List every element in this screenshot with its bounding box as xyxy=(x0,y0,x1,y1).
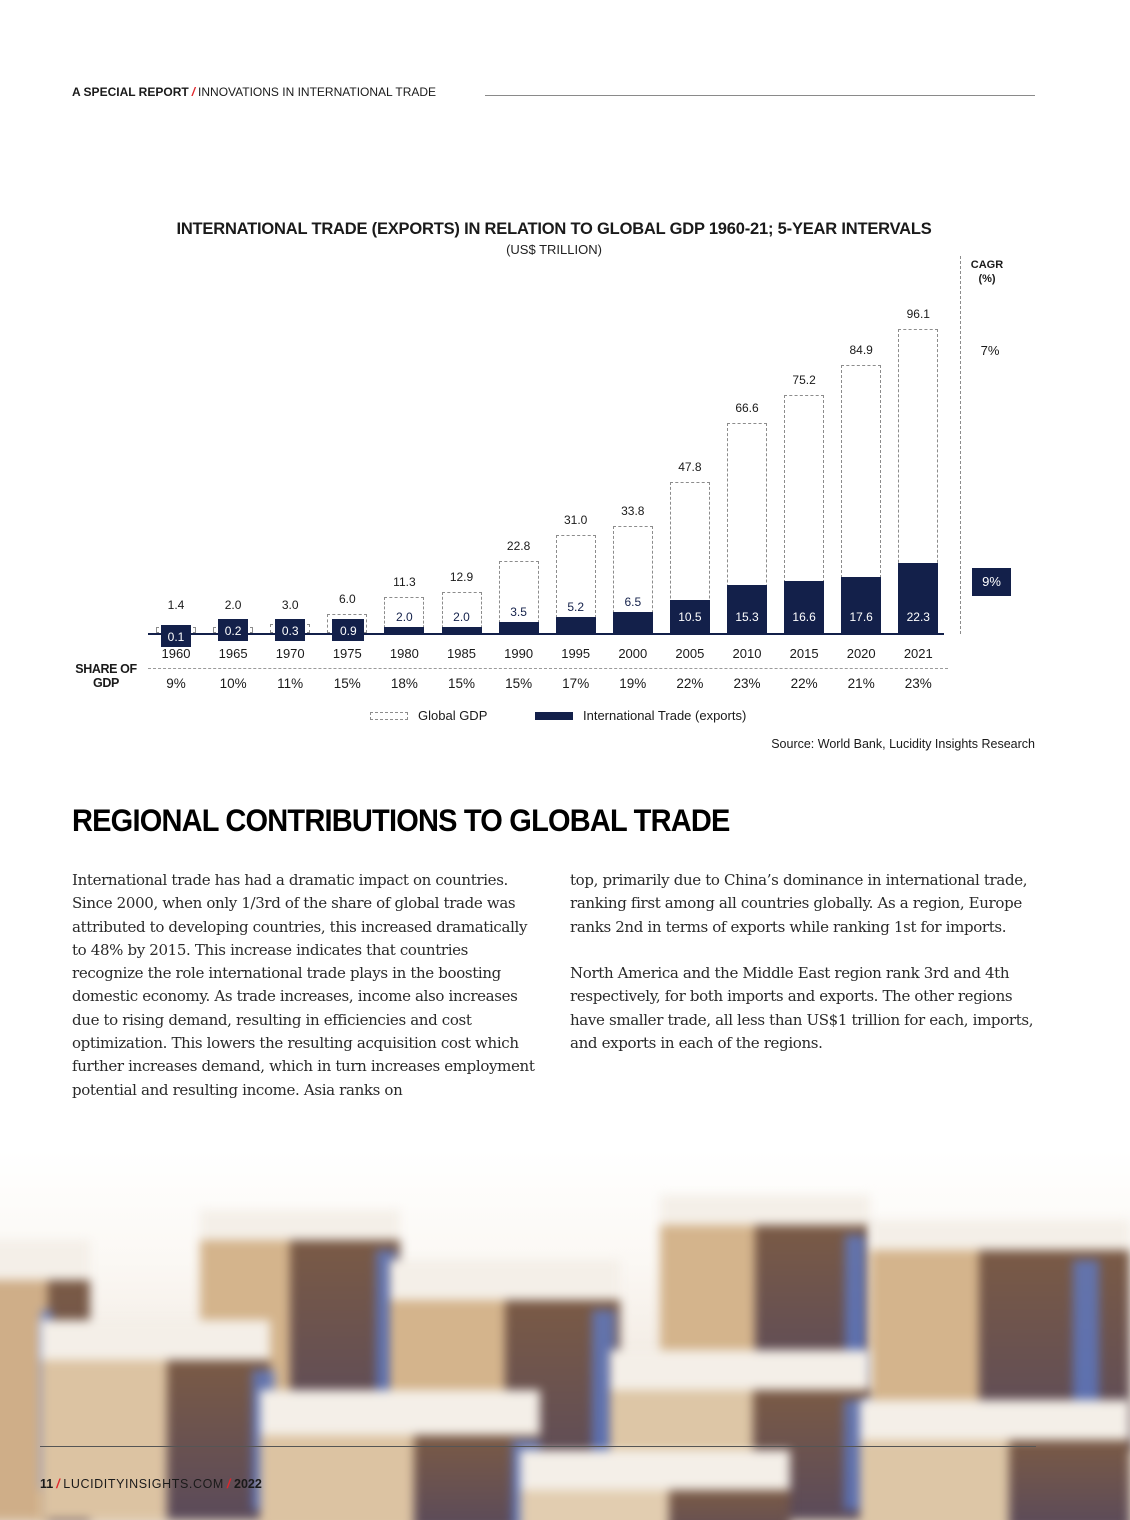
cagr-unit: (%) xyxy=(978,273,996,285)
footer-rule xyxy=(40,1446,1036,1447)
dashed-swatch-icon xyxy=(370,712,408,720)
page-footer xyxy=(40,1477,262,1491)
gdp-value-label: 84.9 xyxy=(849,342,873,357)
year-axis-label: 1990 xyxy=(504,646,534,661)
trade-bar xyxy=(442,627,482,633)
gdp-value-label: 31.0 xyxy=(564,513,588,528)
share-of-gdp-value: 11% xyxy=(277,676,304,691)
trade-value-label: 5.2 xyxy=(567,599,585,614)
chart-baseline xyxy=(148,633,944,635)
box-image xyxy=(260,1390,540,1520)
trade-bar xyxy=(784,581,824,633)
year-axis-label: 1960 xyxy=(161,646,191,661)
trade-value-label: 10.5 xyxy=(678,610,702,624)
year-axis-label: 1970 xyxy=(275,646,305,661)
year-axis-label: 2015 xyxy=(789,646,819,661)
trade-bar xyxy=(613,612,653,633)
share-of-gdp-value: 10% xyxy=(219,676,247,691)
share-of-gdp-value: 15% xyxy=(333,676,361,691)
slash-separator: / xyxy=(56,1477,61,1491)
article-column-right xyxy=(570,869,1038,1079)
legend-item-trade xyxy=(535,708,746,723)
report-section: A SPECIAL REPORT xyxy=(72,85,189,99)
article-column-left xyxy=(72,869,542,1125)
cagr-gdp-value: 7% xyxy=(980,343,1000,358)
trade-bar xyxy=(384,627,424,633)
legend-label-trade: International Trade (exports) xyxy=(583,708,747,723)
trade-value-label: 17.6 xyxy=(849,610,873,624)
trade-value-label: 0.2 xyxy=(218,619,248,641)
trade-bar xyxy=(556,617,596,633)
year-axis-label: 1975 xyxy=(332,646,362,661)
share-of-gdp-value: 22% xyxy=(790,676,818,691)
chart-subtitle: (US$ TRILLION) xyxy=(506,242,602,257)
year-axis-label: 1995 xyxy=(561,646,591,661)
trade-value-label: 0.3 xyxy=(275,619,305,641)
share-of-gdp-value: 18% xyxy=(390,676,418,691)
trade-value-label: 22.3 xyxy=(906,610,930,624)
trade-value-label: 0.1 xyxy=(161,625,191,647)
solid-swatch-icon xyxy=(535,712,573,720)
trade-value-label: 16.6 xyxy=(792,610,816,624)
legend-item-gdp xyxy=(370,708,487,723)
year-axis-label: 2010 xyxy=(732,646,762,661)
gdp-value-label: 1.4 xyxy=(167,598,185,612)
section-heading: REGIONAL CONTRIBUTIONS TO GLOBAL TRADE xyxy=(72,804,730,839)
share-of-gdp-value: 15% xyxy=(447,676,476,691)
share-of-gdp-value: 22% xyxy=(676,676,704,691)
chart-title: INTERNATIONAL TRADE (EXPORTS) IN RELATION TO GLOBAL GDP 1960-21; 5-YEAR INTERVALS xyxy=(176,220,932,238)
trade-value-label: 3.5 xyxy=(510,604,527,619)
cagr-label: CAGR xyxy=(970,259,1004,271)
share-of-gdp-value: 21% xyxy=(847,676,875,691)
slash-separator: / xyxy=(191,85,196,99)
trade-value-label: 15.3 xyxy=(735,610,759,624)
year-axis-label: 2020 xyxy=(846,646,876,661)
year-axis-label: 1965 xyxy=(218,646,248,661)
trade-bar xyxy=(727,585,767,633)
year-axis-label: 1980 xyxy=(389,646,419,661)
page-number: 11 xyxy=(40,1477,54,1491)
gdp-value-label: 3.0 xyxy=(281,598,299,612)
share-divider xyxy=(148,668,948,669)
report-topic: INNOVATIONS IN INTERNATIONAL TRADE xyxy=(198,85,437,99)
paragraph: North America and the Middle East region rank 3rd and 4th respectively, for both imports and exports. The other regions have smaller trade, all less than US$1 trillion for each, imports, and exports in each of the regions. xyxy=(570,964,1034,1053)
gdp-value-label: 12.9 xyxy=(449,570,474,585)
cagr-trade-value: 9% xyxy=(972,568,1011,596)
gdp-value-label: 6.0 xyxy=(338,592,356,607)
box-image xyxy=(860,1400,1130,1520)
gdp-value-label: 22.8 xyxy=(506,538,531,553)
share-of-gdp-value: 15% xyxy=(505,676,533,691)
year-axis-label: 1985 xyxy=(447,646,476,661)
cagr-header xyxy=(964,258,1010,286)
year-axis-label: 2021 xyxy=(903,646,933,661)
gdp-value-label: 33.8 xyxy=(621,504,645,519)
year-axis-label: 2000 xyxy=(618,646,648,661)
gdp-value-label: 96.1 xyxy=(906,307,930,322)
trade-bar xyxy=(841,577,881,633)
gdp-value-label: 66.6 xyxy=(735,400,759,415)
share-of-gdp-label: SHARE OF GDP xyxy=(75,662,137,690)
legend-label-gdp: Global GDP xyxy=(418,708,488,723)
paragraph: top, primarily due to China’s dominance in international trade, ranking first among all countries globally. As a region, Europe ranks 2nd in terms of exports while ranking 1st for imports. xyxy=(570,871,1028,936)
share-of-gdp-value: 9% xyxy=(166,676,186,691)
share-of-gdp-value: 19% xyxy=(619,676,647,691)
footer-site-link[interactable]: LUCIDITYINSIGHTS.COM xyxy=(63,1477,224,1491)
chart-source: Source: World Bank, Lucidity Insights Research xyxy=(771,737,1035,751)
boxes-background-photo xyxy=(0,1150,1130,1520)
trade-value-label: 6.5 xyxy=(624,595,642,610)
gdp-value-label: 75.2 xyxy=(792,373,816,388)
share-of-gdp-value: 23% xyxy=(733,676,761,691)
box-image xyxy=(520,1450,790,1520)
gdp-value-label: 2.0 xyxy=(224,598,242,612)
slash-separator: / xyxy=(226,1477,231,1491)
cagr-divider xyxy=(960,256,961,634)
trade-value-label: 2.0 xyxy=(453,609,470,624)
share-of-gdp-value: 23% xyxy=(904,676,932,691)
gdp-value-label: 47.8 xyxy=(678,459,702,474)
trade-value-label: 0.9 xyxy=(332,619,364,641)
year-axis-label: 2005 xyxy=(675,646,705,661)
share-of-gdp-value: 17% xyxy=(562,676,590,691)
gdp-value-label: 11.3 xyxy=(393,575,416,590)
paragraph: International trade has had a dramatic impact on countries. Since 2000, when only 1/3rd of the share of global trade was attributed to developing countries, this increased dramatically to 48% by 2015. This increase indicates that countries recognize the role international trade plays in the boosting domestic economy. As trade increases, income also increases due to rising demand, resulting in efficiencies and cost optimization. This lowers the resulting acquisition cost which further increases demand, which in turn increases employment potential and resulting income. Asia ranks on xyxy=(72,871,535,1099)
trade-bar xyxy=(499,622,539,633)
trade-value-label: 2.0 xyxy=(396,609,413,624)
footer-year: 2022 xyxy=(234,1477,262,1491)
